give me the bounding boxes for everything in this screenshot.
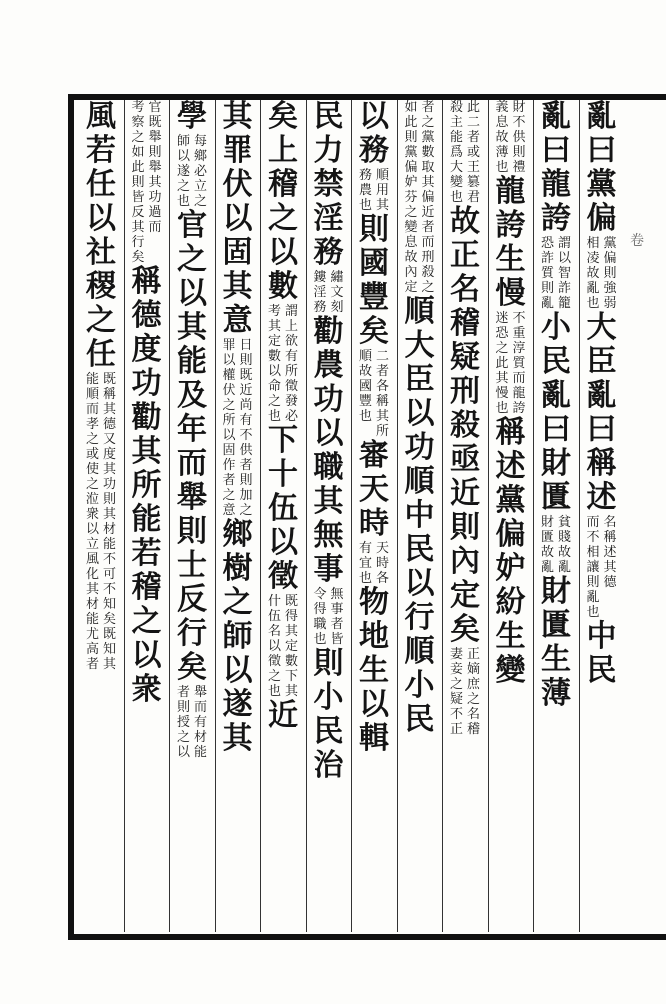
commentary-right-line: 黨偏則強弱 bbox=[603, 236, 617, 311]
commentary-right-line: 貧賤故亂 bbox=[557, 515, 571, 575]
column-rule bbox=[442, 100, 443, 932]
commentary-right-line: 既稱其德又度其功則其材能不可不知矣既知其 bbox=[102, 372, 116, 672]
commentary bbox=[355, 541, 393, 586]
column-rule bbox=[124, 100, 125, 932]
commentary bbox=[401, 100, 439, 295]
commentary-left-line: 相凌故亂也 bbox=[586, 236, 600, 311]
main-text: 勸農功以職其無事 bbox=[313, 314, 344, 587]
text-column bbox=[355, 100, 393, 932]
commentary-left-line: 迷恐之此其慢也 bbox=[495, 311, 509, 416]
main-text: 稱述黨偏妒紛生變 bbox=[495, 415, 526, 688]
main-text: 順大臣以功順中民以行順小民 bbox=[404, 294, 435, 737]
main-text: 物地生以輯 bbox=[359, 585, 389, 756]
column-rule bbox=[351, 100, 352, 932]
commentary-right-line: 者之黨數取其偏近者而刑殺之 bbox=[421, 100, 435, 295]
commentary bbox=[446, 100, 484, 205]
commentary bbox=[446, 647, 484, 737]
commentary bbox=[82, 372, 120, 672]
commentary-left-line: 恐詐質則亂 bbox=[540, 236, 554, 311]
main-text: 龍誇生慢 bbox=[495, 174, 526, 311]
main-text: 其罪伏以固其意 bbox=[222, 99, 253, 338]
commentary-left-line: 義息故薄也 bbox=[495, 100, 509, 175]
commentary bbox=[219, 338, 257, 518]
commentary-left-line: 鏤淫務 bbox=[313, 270, 327, 315]
commentary-right-line: 財不供則禮 bbox=[512, 100, 526, 175]
commentary bbox=[310, 587, 348, 647]
commentary-right-line: 二者各稱其所 bbox=[375, 349, 389, 439]
commentary-right-line: 官既舉則舉其功過而 bbox=[148, 100, 162, 235]
column-rule bbox=[533, 100, 534, 932]
main-text: 大臣亂曰稱述 bbox=[586, 310, 617, 515]
text-column bbox=[583, 100, 621, 932]
commentary-left-line: 而不相讓則亂也 bbox=[586, 515, 600, 620]
commentary bbox=[355, 168, 393, 213]
commentary-right-line: 日則既近尚有不供者則加之 bbox=[239, 338, 253, 518]
main-text: 則國豐矣 bbox=[359, 212, 389, 349]
commentary bbox=[173, 134, 211, 209]
commentary-right-line: 謂以智詐籠 bbox=[557, 236, 571, 311]
main-text: 鄉樹之師以遂其 bbox=[222, 517, 253, 756]
commentary-left-line: 考其定數以命之也 bbox=[267, 304, 281, 424]
commentary bbox=[310, 270, 348, 315]
column-rule bbox=[397, 100, 398, 932]
page-edge-mark: 卷 bbox=[630, 233, 644, 249]
column-rule bbox=[169, 100, 170, 932]
text-column bbox=[128, 100, 166, 932]
main-text: 亂曰黨偏 bbox=[586, 99, 617, 236]
text-column bbox=[310, 100, 348, 932]
main-text: 矣上稽之以數 bbox=[268, 99, 298, 304]
main-text: 下十伍以徵 bbox=[268, 423, 298, 594]
main-text: 官之以其能及年而舉則士反行矣 bbox=[177, 208, 207, 685]
commentary-right-line: 天時各 bbox=[375, 541, 389, 586]
commentary-left-line: 殺主能爲大變也 bbox=[449, 100, 463, 205]
commentary-right-line: 每鄉必立之 bbox=[193, 134, 207, 209]
main-text: 亂曰龍誇 bbox=[541, 99, 571, 236]
column-rule bbox=[488, 100, 489, 932]
text-column bbox=[219, 100, 257, 932]
main-text: 近 bbox=[268, 698, 298, 733]
commentary-right-line: 順用其 bbox=[375, 168, 389, 213]
commentary bbox=[537, 236, 575, 311]
text-column bbox=[492, 100, 530, 932]
commentary-left-line: 師以遂之也 bbox=[176, 134, 190, 209]
main-text: 則小民治 bbox=[313, 646, 344, 783]
commentary-left-line: 如此則黨偏妒芬之變息故內定 bbox=[404, 100, 418, 295]
text-column bbox=[446, 100, 484, 932]
main-text: 小民亂曰財匱 bbox=[541, 310, 571, 515]
text-column bbox=[82, 100, 120, 932]
column-rule bbox=[579, 100, 580, 932]
commentary bbox=[173, 685, 211, 760]
commentary-left-line: 什伍名以徵之也 bbox=[267, 594, 281, 699]
main-text: 審天時 bbox=[359, 438, 389, 541]
commentary-right-line: 此二者或王篡君 bbox=[466, 100, 480, 205]
main-text: 財匱生薄 bbox=[541, 574, 571, 711]
commentary-left-line: 者則授之以 bbox=[176, 685, 190, 760]
main-text: 故正名稽疑刑殺亟近則內定矣 bbox=[450, 204, 480, 647]
commentary-left-line: 能順而孝之或使之涖衆以立風化其材能尤高者 bbox=[85, 372, 99, 672]
commentary-right-line: 謂上欲有所徵發必 bbox=[284, 304, 298, 424]
column-rule bbox=[260, 100, 261, 932]
commentary bbox=[583, 515, 621, 620]
commentary-left-line: 務農也 bbox=[358, 168, 372, 213]
commentary-right-line: 不重淳質而龍誇 bbox=[512, 311, 526, 416]
text-column bbox=[537, 100, 575, 932]
commentary bbox=[264, 304, 302, 424]
commentary-right-line: 繡文刻 bbox=[330, 270, 344, 315]
commentary-left-line: 考察之如此則皆反其行矣 bbox=[131, 100, 145, 265]
commentary bbox=[355, 349, 393, 439]
commentary-left-line: 令得職也 bbox=[313, 587, 327, 647]
commentary-left-line: 順故國豐也 bbox=[358, 349, 372, 424]
commentary-left-line: 罪以權伏之所以固作者之意 bbox=[222, 338, 236, 518]
commentary-right-line: 名稱述其德 bbox=[603, 515, 617, 590]
commentary bbox=[492, 100, 530, 175]
commentary-left-line: 妻妾之疑不正 bbox=[449, 647, 463, 737]
main-text: 學 bbox=[177, 99, 207, 134]
column-rule bbox=[306, 100, 307, 932]
commentary-right-line: 舉而有材能 bbox=[193, 685, 207, 760]
commentary-left-line: 財匱故亂 bbox=[540, 515, 554, 575]
commentary-right-line: 無事者皆 bbox=[330, 587, 344, 647]
commentary bbox=[264, 594, 302, 699]
commentary bbox=[128, 100, 166, 265]
main-text: 以務 bbox=[359, 99, 389, 168]
commentary-right-line: 正嫡庶之名稽 bbox=[466, 647, 480, 737]
commentary bbox=[583, 236, 621, 311]
commentary bbox=[492, 311, 530, 416]
text-column bbox=[264, 100, 302, 932]
text-column bbox=[401, 100, 439, 932]
column-rule bbox=[215, 100, 216, 932]
text-column bbox=[173, 100, 211, 932]
main-text: 中民 bbox=[586, 619, 617, 688]
commentary-right-line: 既得其定數下其 bbox=[284, 594, 298, 699]
main-text: 稱德度功勸其所能若稽之以衆 bbox=[131, 264, 162, 707]
commentary-left-line: 有宜也 bbox=[358, 541, 372, 586]
commentary bbox=[537, 515, 575, 575]
main-text: 風若任以社稷之任 bbox=[86, 99, 116, 372]
main-text: 民力禁淫務 bbox=[313, 99, 344, 270]
